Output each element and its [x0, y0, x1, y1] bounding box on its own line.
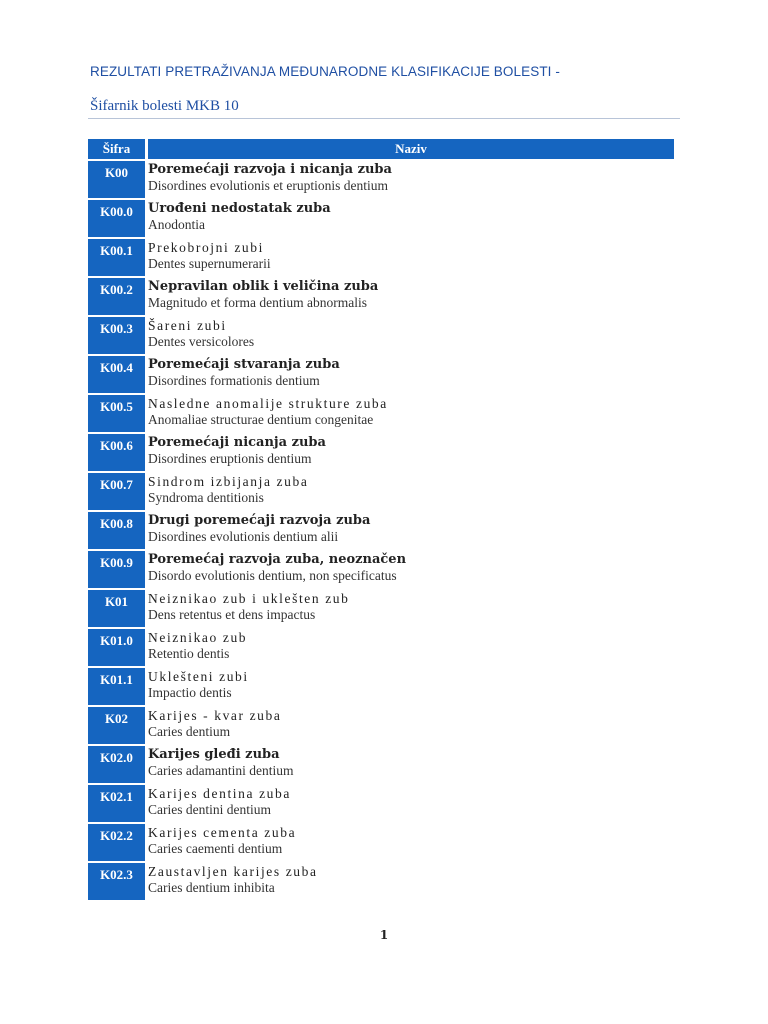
diagnosis-code: K02.2: [88, 824, 145, 861]
table-row: [88, 746, 674, 783]
diagnosis-name: Karijes - kvar zuba: [148, 708, 282, 723]
table-row: [88, 785, 674, 822]
diagnosis-code: K00.2: [88, 278, 145, 315]
diagnosis-name-cell: [148, 239, 674, 276]
diagnosis-latin-name: Disordo evolutionis dentium, non specificatus: [148, 568, 397, 583]
diagnosis-name: Uklešteni zubi: [148, 669, 249, 684]
table-row: [88, 317, 674, 354]
diagnosis-name-cell: [148, 512, 674, 549]
diagnosis-name: Prekobrojni zubi: [148, 240, 264, 255]
diagnosis-latin-name: Caries dentium: [148, 724, 231, 739]
diagnosis-name-cell: [148, 824, 674, 861]
diagnosis-name: Karijes cementa zuba: [148, 825, 297, 840]
diagnosis-name-cell: [148, 707, 674, 744]
table-row: [88, 356, 674, 393]
diagnosis-name: Zaustavljen karijes zuba: [148, 864, 318, 879]
diagnosis-latin-name: Dentes supernumerarii: [148, 256, 271, 271]
diagnosis-name: Karijes gleđi zuba: [148, 747, 280, 762]
diagnosis-code: K00.3: [88, 317, 145, 354]
diagnosis-name: Nasledne anomalije strukture zuba: [148, 396, 388, 411]
diagnosis-name-cell: [148, 278, 674, 315]
diagnosis-code: K01: [88, 590, 145, 627]
table-row: [88, 395, 674, 432]
diagnosis-name-cell: [148, 785, 674, 822]
table-row: [88, 512, 674, 549]
diagnosis-latin-name: Caries dentini dentium: [148, 802, 271, 817]
diagnosis-name: Poremećaji razvoja i nicanja zuba: [148, 162, 392, 177]
diagnosis-latin-name: Caries caementi dentium: [148, 841, 283, 856]
page-number: 1: [379, 928, 389, 942]
diagnosis-name: Nepravilan oblik i veličina zuba: [148, 279, 379, 294]
diagnosis-code: K00.4: [88, 356, 145, 393]
diagnosis-code: K01.0: [88, 629, 145, 666]
diagnosis-code: K02.1: [88, 785, 145, 822]
diagnosis-name-cell: [148, 356, 674, 393]
diagnosis-code: K02.3: [88, 863, 145, 900]
diagnosis-latin-name: Anomaliae structurae dentium congenitae: [148, 412, 374, 427]
diagnosis-latin-name: Dentes versicolores: [148, 334, 255, 349]
diagnosis-code: K00.5: [88, 395, 145, 432]
diagnosis-name-cell: [148, 746, 674, 783]
diagnosis-name-cell: [148, 629, 674, 666]
diagnosis-name-cell: [148, 434, 674, 471]
table-body: [88, 161, 674, 900]
table-row: [88, 551, 674, 588]
diagnosis-code: K00.8: [88, 512, 145, 549]
column-header-name: Naziv: [148, 139, 674, 159]
diagnosis-latin-name: Retentio dentis: [148, 646, 230, 661]
diagnosis-latin-name: Disordines evolutionis dentium alii: [148, 529, 339, 544]
column-header-code: Šifra: [88, 139, 145, 159]
diagnosis-latin-name: Disordines formationis dentium: [148, 373, 320, 388]
diagnosis-name-cell: [148, 668, 674, 705]
table-row: [88, 434, 674, 471]
diagnosis-name: Šareni zubi: [148, 318, 227, 333]
table-row: [88, 668, 674, 705]
table-row: [88, 473, 674, 510]
table-row: [88, 629, 674, 666]
diagnosis-latin-name: Caries adamantini dentium: [148, 763, 294, 778]
table-row: [88, 863, 674, 900]
header-divider: [88, 118, 680, 119]
diagnosis-code: K02: [88, 707, 145, 744]
diagnosis-name-cell: [148, 551, 674, 588]
diagnosis-latin-name: Caries dentium inhibita: [148, 880, 275, 895]
table-row: [88, 161, 674, 198]
diagnosis-code: K00: [88, 161, 145, 198]
diagnosis-name-cell: [148, 317, 674, 354]
diagnosis-name-cell: [148, 395, 674, 432]
table-row: [88, 239, 674, 276]
table-row: [88, 590, 674, 627]
diagnosis-latin-name: Anodontia: [148, 217, 205, 232]
diagnosis-name: Poremećaji stvaranja zuba: [148, 357, 340, 372]
table-row: [88, 824, 674, 861]
diagnosis-name-cell: [148, 863, 674, 900]
document-header-subtitle: Šifarnik bolesti MKB 10: [90, 98, 239, 114]
diagnosis-name: Poremećaj razvoja zuba, neoznačen: [148, 552, 407, 567]
table-row: [88, 707, 674, 744]
diagnosis-name: Poremećaji nicanja zuba: [148, 435, 326, 450]
icd-results-table: [88, 139, 674, 900]
diagnosis-latin-name: Dens retentus et dens impactus: [148, 607, 316, 622]
diagnosis-latin-name: Syndroma dentitionis: [148, 490, 264, 505]
diagnosis-latin-name: Impactio dentis: [148, 685, 232, 700]
diagnosis-name-cell: [148, 590, 674, 627]
table-header: [88, 139, 674, 159]
table-row: [88, 200, 674, 237]
diagnosis-name-cell: [148, 473, 674, 510]
diagnosis-name: Sindrom izbijanja zuba: [148, 474, 309, 489]
diagnosis-code: K00.7: [88, 473, 145, 510]
diagnosis-code: K00.0: [88, 200, 145, 237]
table-row: [88, 278, 674, 315]
diagnosis-name-cell: [148, 200, 674, 237]
diagnosis-latin-name: Disordines evolutionis et eruptionis dentium: [148, 178, 388, 193]
diagnosis-latin-name: Disordines eruptionis dentium: [148, 451, 312, 466]
diagnosis-name: Urođeni nedostatak zuba: [148, 201, 331, 216]
diagnosis-name: Drugi poremećaji razvoja zuba: [148, 513, 371, 528]
diagnosis-code: K00.1: [88, 239, 145, 276]
diagnosis-name: Neiznikao zub i uklešten zub: [148, 591, 350, 606]
diagnosis-name: Karijes dentina zuba: [148, 786, 291, 801]
diagnosis-code: K00.6: [88, 434, 145, 471]
diagnosis-code: K01.1: [88, 668, 145, 705]
document-header-title: REZULTATI PRETRAŽIVANJA MEĐUNARODNE KLASIFIKACIJE BOLESTI -: [90, 64, 560, 79]
diagnosis-name: Neiznikao zub: [148, 630, 248, 645]
diagnosis-latin-name: Magnitudo et forma dentium abnormalis: [148, 295, 367, 310]
diagnosis-code: K00.9: [88, 551, 145, 588]
diagnosis-code: K02.0: [88, 746, 145, 783]
diagnosis-name-cell: [148, 161, 674, 198]
